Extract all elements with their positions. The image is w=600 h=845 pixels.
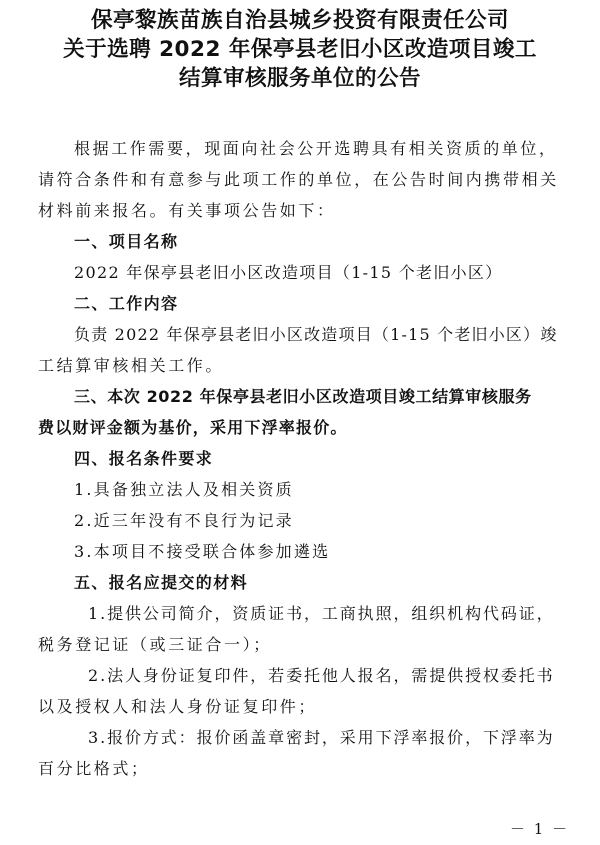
section5-item3-line-1: 3.报价方式：报价函盖章密封，采用下浮率报价，下浮率为: [88, 728, 555, 747]
section4-item-1: 1.具备独立法人及相关资质: [74, 480, 294, 499]
section5-item1-line-1: 1.提供公司简介，资质证书，工商执照，组织机构代码证，: [88, 604, 555, 623]
section3-line-1: 三、本次 2022 年保亭县老旧小区改造项目竣工结算审核服务: [74, 387, 532, 406]
section2-heading: 二、工作内容: [74, 294, 179, 313]
section1-heading: 一、项目名称: [74, 232, 179, 251]
section5-item2-line-1: 2.法人身份证复印件，若委托他人报名，需提供授权委托书: [88, 666, 555, 685]
section5-item2-line-2: 以及授权人和法人身份证复印件；: [38, 697, 318, 716]
section3-line-2: 费以财评金额为基价，采用下浮率报价。: [38, 418, 348, 437]
document-title: [40, 6, 560, 93]
section5-item1-line-2: 税务登记证（或三证合一）；: [38, 635, 272, 654]
title-line-1: 保亭黎族苗族自治县城乡投资有限责任公司: [90, 8, 509, 33]
title-line-2: 关于选聘 2022 年保亭县老旧小区改造项目竣工: [63, 37, 537, 62]
section4-heading: 四、报名条件要求: [74, 449, 214, 468]
section5-item3-line-2: 百分比格式；: [38, 759, 150, 778]
section4-item-2: 2.近三年没有不良行为记录: [74, 511, 294, 530]
intro-line-3: 材料前来报名。有关事项公告如下：: [38, 201, 336, 220]
section5-heading: 五、报名应提交的材料: [74, 573, 249, 592]
intro-line-2: 请符合条件和有意参与此项工作的单位，在公告时间内携带相关: [38, 170, 559, 189]
page-number: － 1 －: [510, 820, 570, 838]
intro-line-1: 根据工作需要，现面向社会公开选聘具有相关资质的单位，: [74, 139, 558, 158]
section4-item-3: 3.本项目不接受联合体参加遴选: [74, 542, 331, 561]
title-line-3: 结算审核服务单位的公告: [178, 66, 421, 91]
section1-body: 2022 年保亭县老旧小区改造项目（1-15 个老旧小区）: [74, 263, 503, 282]
section2-body-line-1: 负责 2022 年保亭县老旧小区改造项目（1-15 个老旧小区）竣: [74, 325, 558, 344]
section2-body-line-2: 工结算审核相关工作。: [38, 356, 225, 375]
